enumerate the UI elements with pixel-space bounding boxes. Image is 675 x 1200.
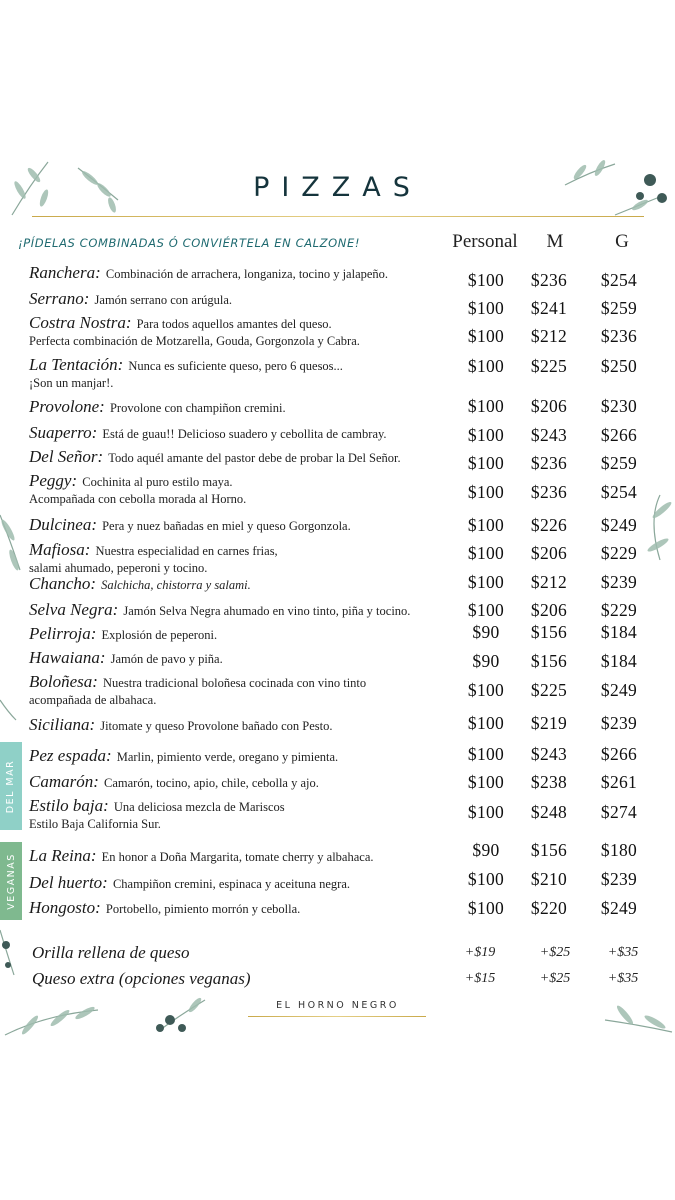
menu-item bbox=[29, 356, 459, 390]
footer-divider bbox=[248, 1016, 426, 1017]
menu-item bbox=[29, 874, 459, 892]
section-tab-veganas bbox=[0, 842, 22, 920]
price-m: $248 bbox=[530, 802, 568, 822]
price-m: $236 bbox=[530, 270, 568, 290]
menu-item bbox=[29, 575, 459, 593]
item-description: Portobello, pimiento morrón y cebolla. bbox=[105, 902, 301, 916]
extra-price-personal: +$19 bbox=[464, 945, 496, 960]
item-name: Del Señor: bbox=[29, 447, 104, 466]
price-g: $239 bbox=[600, 572, 638, 592]
item-name: Pez espada: bbox=[29, 746, 112, 765]
item-description: Champiñon cremini, espinaca y aceituna negra. bbox=[112, 877, 350, 891]
price-g: $259 bbox=[600, 453, 638, 473]
price-m: $243 bbox=[530, 744, 568, 764]
extra-option: Orilla rellena de queso bbox=[32, 943, 190, 962]
price-m: $156 bbox=[530, 840, 568, 860]
price-g: $249 bbox=[600, 898, 638, 918]
price-m: $226 bbox=[530, 515, 568, 535]
menu-item bbox=[29, 424, 459, 442]
item-name: La Tentación: bbox=[29, 355, 124, 374]
item-name: Suaperro: bbox=[29, 423, 98, 442]
price-personal: $100 bbox=[467, 744, 505, 764]
item-name: Del huerto: bbox=[29, 873, 108, 892]
menu-item bbox=[29, 264, 459, 282]
extra-option: Queso extra (opciones veganas) bbox=[32, 969, 251, 988]
price-personal: $100 bbox=[467, 772, 505, 792]
item-description: Todo aquél amante del pastor debe de probar la Del Señor. bbox=[108, 451, 401, 465]
price-g: $229 bbox=[600, 600, 638, 620]
item-name: Mafiosa: bbox=[29, 540, 91, 559]
menu-item bbox=[29, 716, 459, 734]
price-m: $212 bbox=[530, 572, 568, 592]
menu-item bbox=[29, 899, 459, 917]
price-g: $274 bbox=[600, 802, 638, 822]
item-description: En honor a Doña Margarita, tomate cherry y albahaca. bbox=[101, 850, 374, 864]
item-description: Pera y nuez bañadas en miel y queso Gorgonzola. bbox=[102, 519, 351, 533]
item-name: Selva Negra: bbox=[29, 600, 119, 619]
price-m: $212 bbox=[530, 326, 568, 346]
menu-item bbox=[29, 448, 459, 466]
price-m: $156 bbox=[530, 622, 568, 642]
item-name: Boloñesa: bbox=[29, 672, 98, 691]
price-personal: $100 bbox=[467, 713, 505, 733]
item-description: Cochinita al puro estilo maya. bbox=[82, 475, 233, 489]
item-description-line2: Estilo Baja California Sur. bbox=[29, 816, 161, 831]
price-personal: $90 bbox=[472, 622, 500, 642]
extra-price-m: +$25 bbox=[539, 971, 571, 986]
price-personal: $100 bbox=[467, 298, 505, 318]
item-name: Peggy: bbox=[29, 471, 78, 490]
price-g: $254 bbox=[600, 270, 638, 290]
price-personal: $100 bbox=[467, 869, 505, 889]
price-m: $225 bbox=[530, 680, 568, 700]
price-g: $184 bbox=[600, 651, 638, 671]
price-g: $230 bbox=[600, 396, 638, 416]
item-description-line2: salami ahumado, peperoni y tocino. bbox=[29, 560, 208, 575]
item-name: Estilo baja: bbox=[29, 796, 109, 815]
price-personal: $100 bbox=[467, 680, 505, 700]
item-name: Provolone: bbox=[29, 397, 105, 416]
price-m: $236 bbox=[530, 482, 568, 502]
menu-item bbox=[29, 541, 459, 575]
price-personal: $100 bbox=[467, 898, 505, 918]
extra-price-g: +$35 bbox=[607, 971, 639, 986]
item-description: Nuestra especialidad en carnes frias, bbox=[95, 544, 278, 558]
item-name: Chancho: bbox=[29, 574, 97, 593]
menu-item bbox=[29, 516, 459, 534]
item-name: Hongosto: bbox=[29, 898, 101, 917]
price-personal: $100 bbox=[467, 356, 505, 376]
price-g: $261 bbox=[600, 772, 638, 792]
price-m: $241 bbox=[530, 298, 568, 318]
price-g: $254 bbox=[600, 482, 638, 502]
item-description: Salchicha, chistorra y salami. bbox=[101, 578, 251, 592]
section-label: VEGANAS bbox=[5, 852, 17, 910]
menu-item bbox=[29, 625, 459, 643]
item-name: Dulcinea: bbox=[29, 515, 97, 534]
price-m: $156 bbox=[530, 651, 568, 671]
item-description: Jamón de pavo y piña. bbox=[110, 652, 223, 666]
menu-item bbox=[29, 673, 459, 707]
section-tab-del-mar bbox=[0, 742, 22, 830]
item-description-line2: acompañada de albahaca. bbox=[29, 692, 157, 707]
extra-price-g: +$35 bbox=[607, 945, 639, 960]
item-description: Nunca es suficiente queso, pero 6 quesos... bbox=[128, 359, 343, 373]
item-description: Está de guau!! Delicioso suadero y cebollita de cambray. bbox=[102, 427, 387, 441]
item-name: Siciliana: bbox=[29, 715, 96, 734]
item-description: Jamón Selva Negra ahumado en vino tinto, piña y tocino. bbox=[123, 604, 411, 618]
menu-item bbox=[29, 747, 459, 765]
item-description: Provolone con champiñon cremini. bbox=[109, 401, 286, 415]
item-description: Nuestra tradicional boloñesa cocinada con vino tinto bbox=[103, 676, 367, 690]
price-g: $266 bbox=[600, 744, 638, 764]
section-label: DEL MAR bbox=[5, 759, 17, 813]
price-m: $225 bbox=[530, 356, 568, 376]
menu-item bbox=[29, 398, 459, 416]
menu-item bbox=[29, 847, 459, 865]
price-g: $249 bbox=[600, 680, 638, 700]
item-description: Camarón, tocino, apio, chile, cebolla y ajo. bbox=[104, 776, 319, 790]
item-description: Jamón serrano con arúgula. bbox=[94, 293, 232, 307]
price-g: $239 bbox=[600, 713, 638, 733]
price-personal: $100 bbox=[467, 515, 505, 535]
extra-price-personal: +$15 bbox=[464, 971, 496, 986]
item-description-line2: ¡Son un manjar!. bbox=[29, 375, 114, 390]
item-description: Marlin, pimiento verde, oregano y pimienta. bbox=[116, 750, 339, 764]
item-name: Camarón: bbox=[29, 772, 99, 791]
menu-item bbox=[29, 601, 459, 619]
item-name: Hawaiana: bbox=[29, 648, 106, 667]
price-personal: $100 bbox=[467, 425, 505, 445]
menu-item bbox=[29, 290, 459, 308]
price-g: $229 bbox=[600, 543, 638, 563]
item-description-line2: Perfecta combinación de Motzarella, Gouda, Gorgonzola y Cabra. bbox=[29, 333, 360, 348]
tagline: ¡PÍDELAS COMBINADAS Ó CONVIÉRTELA EN CALZONE! bbox=[18, 236, 361, 250]
item-name: Serrano: bbox=[29, 289, 90, 308]
extra-price-m: +$25 bbox=[539, 945, 571, 960]
price-g: $180 bbox=[600, 840, 638, 860]
price-m: $206 bbox=[530, 396, 568, 416]
item-name: La Reina: bbox=[29, 846, 97, 865]
item-name: Pelirroja: bbox=[29, 624, 97, 643]
price-m: $206 bbox=[530, 543, 568, 563]
price-g: $259 bbox=[600, 298, 638, 318]
price-g: $236 bbox=[600, 326, 638, 346]
item-description: Una deliciosa mezcla de Mariscos bbox=[113, 800, 285, 814]
price-m: $206 bbox=[530, 600, 568, 620]
price-m: $210 bbox=[530, 869, 568, 889]
price-m: $238 bbox=[530, 772, 568, 792]
menu-item bbox=[29, 472, 459, 506]
price-personal: $100 bbox=[467, 600, 505, 620]
title-divider bbox=[32, 216, 644, 217]
menu-item bbox=[29, 797, 459, 831]
price-personal: $100 bbox=[467, 326, 505, 346]
price-g: $184 bbox=[600, 622, 638, 642]
item-description: Combinación de arrachera, longaniza, tocino y jalapeño. bbox=[105, 267, 389, 281]
price-personal: $100 bbox=[467, 453, 505, 473]
item-description: Jitomate y queso Provolone bañado con Pesto. bbox=[100, 719, 333, 733]
price-g: $249 bbox=[600, 515, 638, 535]
price-personal: $100 bbox=[467, 482, 505, 502]
footer-brand: EL HORNO NEGRO bbox=[276, 1000, 399, 1011]
price-personal: $100 bbox=[467, 802, 505, 822]
item-name: Ranchera: bbox=[29, 263, 101, 282]
item-description: Para todos aquellos amantes del queso. bbox=[136, 317, 332, 331]
price-g: $239 bbox=[600, 869, 638, 889]
menu-item bbox=[29, 314, 459, 348]
price-personal: $100 bbox=[467, 543, 505, 563]
item-description: Explosión de peperoni. bbox=[101, 628, 218, 642]
price-g: $250 bbox=[600, 356, 638, 376]
price-m: $236 bbox=[530, 453, 568, 473]
column-header-m: M bbox=[546, 231, 564, 252]
menu-item bbox=[29, 773, 459, 791]
price-personal: $100 bbox=[467, 270, 505, 290]
price-g: $266 bbox=[600, 425, 638, 445]
price-personal: $90 bbox=[472, 840, 500, 860]
price-personal: $100 bbox=[467, 572, 505, 592]
item-name: Costra Nostra: bbox=[29, 313, 132, 332]
price-m: $219 bbox=[530, 713, 568, 733]
price-m: $243 bbox=[530, 425, 568, 445]
price-personal: $90 bbox=[472, 651, 500, 671]
item-description-line2: Acompañada con cebolla morada al Horno. bbox=[29, 491, 247, 506]
price-m: $220 bbox=[530, 898, 568, 918]
menu-item bbox=[29, 649, 459, 667]
column-header-g: G bbox=[615, 231, 629, 252]
price-personal: $100 bbox=[467, 396, 505, 416]
page-title: PIZZAS bbox=[253, 172, 422, 203]
column-header-personal: Personal bbox=[452, 231, 518, 252]
